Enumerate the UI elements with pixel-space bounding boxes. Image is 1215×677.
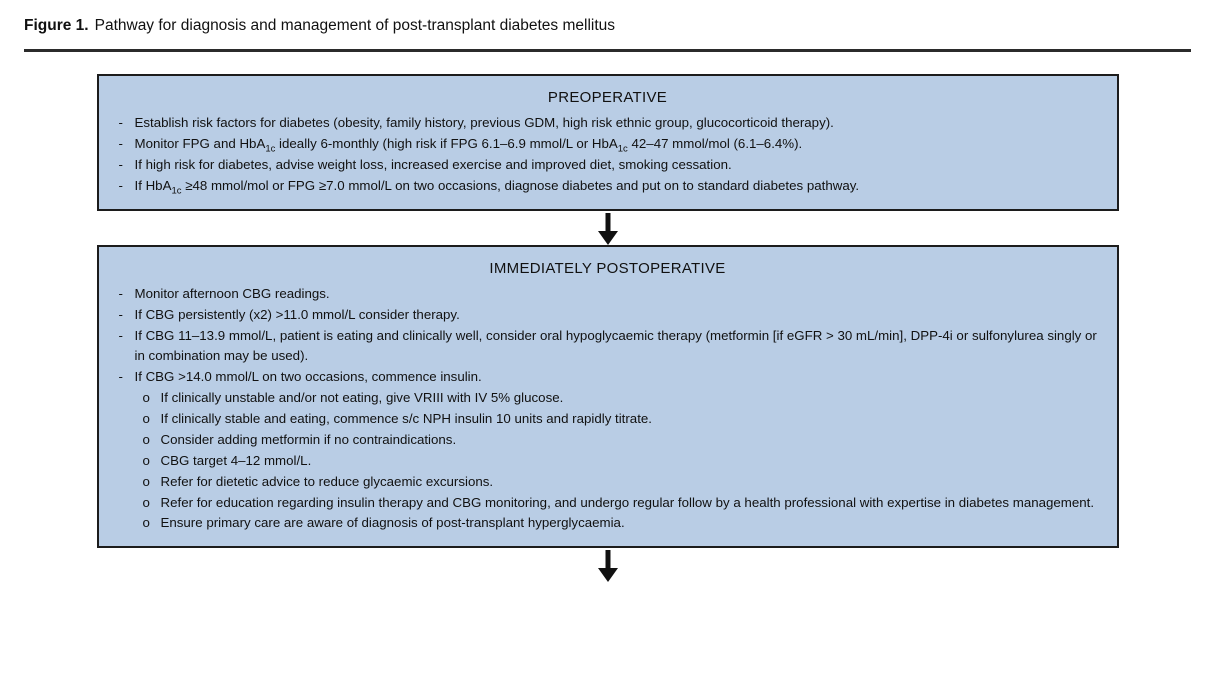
list-item-text: Ensure primary care are aware of diagnosis of post-transplant hyperglycaemia. xyxy=(160,515,625,531)
list-item xyxy=(113,513,1103,533)
circle-bullet-icon: o xyxy=(142,431,150,447)
figure-label: Figure 1. xyxy=(24,17,89,34)
arrow-head-icon xyxy=(598,231,618,245)
dash-bullet-icon: - xyxy=(118,368,123,384)
list-item xyxy=(113,388,1103,408)
list-item xyxy=(113,176,1103,196)
list-item-text: If HbA$_{1c}$ ≥48 mmol/mol or FPG ≥7.0 mmol/L on two occasions, diagnose diabetes and put on to standard diabetes pathway. xyxy=(134,178,860,197)
circle-bullet-icon: o xyxy=(142,410,150,426)
dash-bullet-icon: - xyxy=(118,328,123,343)
list-item xyxy=(113,430,1103,450)
node-body-preoperative xyxy=(113,113,1103,196)
circle-bullet-icon: o xyxy=(142,389,150,405)
list-item xyxy=(113,367,1103,387)
list-item xyxy=(113,326,1103,366)
list-item-text: If CBG >14.0 mmol/L on two occasions, commence insulin. xyxy=(134,368,482,384)
list-item-text: Consider adding metformin if no contraindications. xyxy=(160,431,457,447)
list-item-text: If clinically stable and eating, commence s/c NPH insulin 10 units and rapidly titrate. xyxy=(160,410,652,426)
list-item xyxy=(113,113,1103,133)
dash-bullet-icon: - xyxy=(118,115,123,131)
list-item-text: If clinically unstable and/or not eating, give VRIII with IV 5% glucose. xyxy=(160,389,564,405)
circle-bullet-icon: o xyxy=(142,452,150,468)
list-item xyxy=(113,451,1103,471)
flowchart xyxy=(0,52,1215,580)
figure-title: Pathway for diagnosis and management of post-transplant diabetes mellitus xyxy=(94,17,616,34)
circle-bullet-icon: o xyxy=(142,515,150,531)
list-item xyxy=(113,284,1103,304)
list-item-text: If CBG persistently (x2) >11.0 mmol/L consider therapy. xyxy=(134,307,460,323)
arrow-shaft xyxy=(605,550,610,570)
connector-arrow-down xyxy=(97,548,1119,580)
circle-bullet-icon: o xyxy=(142,473,150,489)
list-item-text: Refer for dietetic advice to reduce glycaemic excursions. xyxy=(160,473,494,489)
dash-bullet-icon: - xyxy=(118,286,123,302)
node-body-immediately-postoperative xyxy=(113,284,1103,533)
figure-caption xyxy=(0,0,1215,45)
arrow-shaft xyxy=(605,213,610,233)
dash-bullet-icon: - xyxy=(118,307,123,323)
list-item xyxy=(113,493,1103,513)
dash-bullet-icon: - xyxy=(118,136,123,152)
dash-bullet-icon: - xyxy=(118,157,123,173)
list-item xyxy=(113,472,1103,492)
list-item xyxy=(113,305,1103,325)
dash-bullet-icon: - xyxy=(118,178,123,194)
connector-arrow-down xyxy=(97,211,1119,245)
list-item-text: Refer for education regarding insulin therapy and CBG monitoring, and undergo regular follow by a health professional with expertise in diabetes management. xyxy=(160,494,1095,510)
node-title-preoperative: PREOPERATIVE xyxy=(547,89,668,107)
circle-bullet-icon: o xyxy=(142,494,150,510)
list-item-text: If CBG 11–13.9 mmol/L, patient is eating and clinically well, consider oral hypoglycaemic therapy (metformin [if eGFR > 30 mL/min], DPP-4i or sulfonylurea singly or in combination may be used). xyxy=(134,328,1097,363)
node-title-immediately-postoperative: IMMEDIATELY POSTOPERATIVE xyxy=(489,260,726,278)
list-item xyxy=(113,134,1103,154)
flow-node-immediately-postoperative xyxy=(97,245,1119,548)
list-item xyxy=(113,409,1103,429)
list-item-text: Monitor FPG and HbA$_{1c}$ ideally 6-monthly (high risk if FPG 6.1–6.9 mmol/L or HbA$_{1c}$ 42–47 mmol/mol (6.1–6.4%). xyxy=(134,136,803,155)
list-item xyxy=(113,155,1103,175)
flow-node-preoperative xyxy=(97,74,1119,211)
list-item-text: Monitor afternoon CBG readings. xyxy=(134,286,330,302)
arrow-head-icon xyxy=(598,568,618,582)
list-item-text: Establish risk factors for diabetes (obesity, family history, previous GDM, high risk ethnic group, glucocorticoid therapy). xyxy=(134,115,834,131)
list-item-text: If high risk for diabetes, advise weight loss, increased exercise and improved diet, smoking cessation. xyxy=(134,157,732,173)
list-item-text: CBG target 4–12 mmol/L. xyxy=(160,452,312,468)
